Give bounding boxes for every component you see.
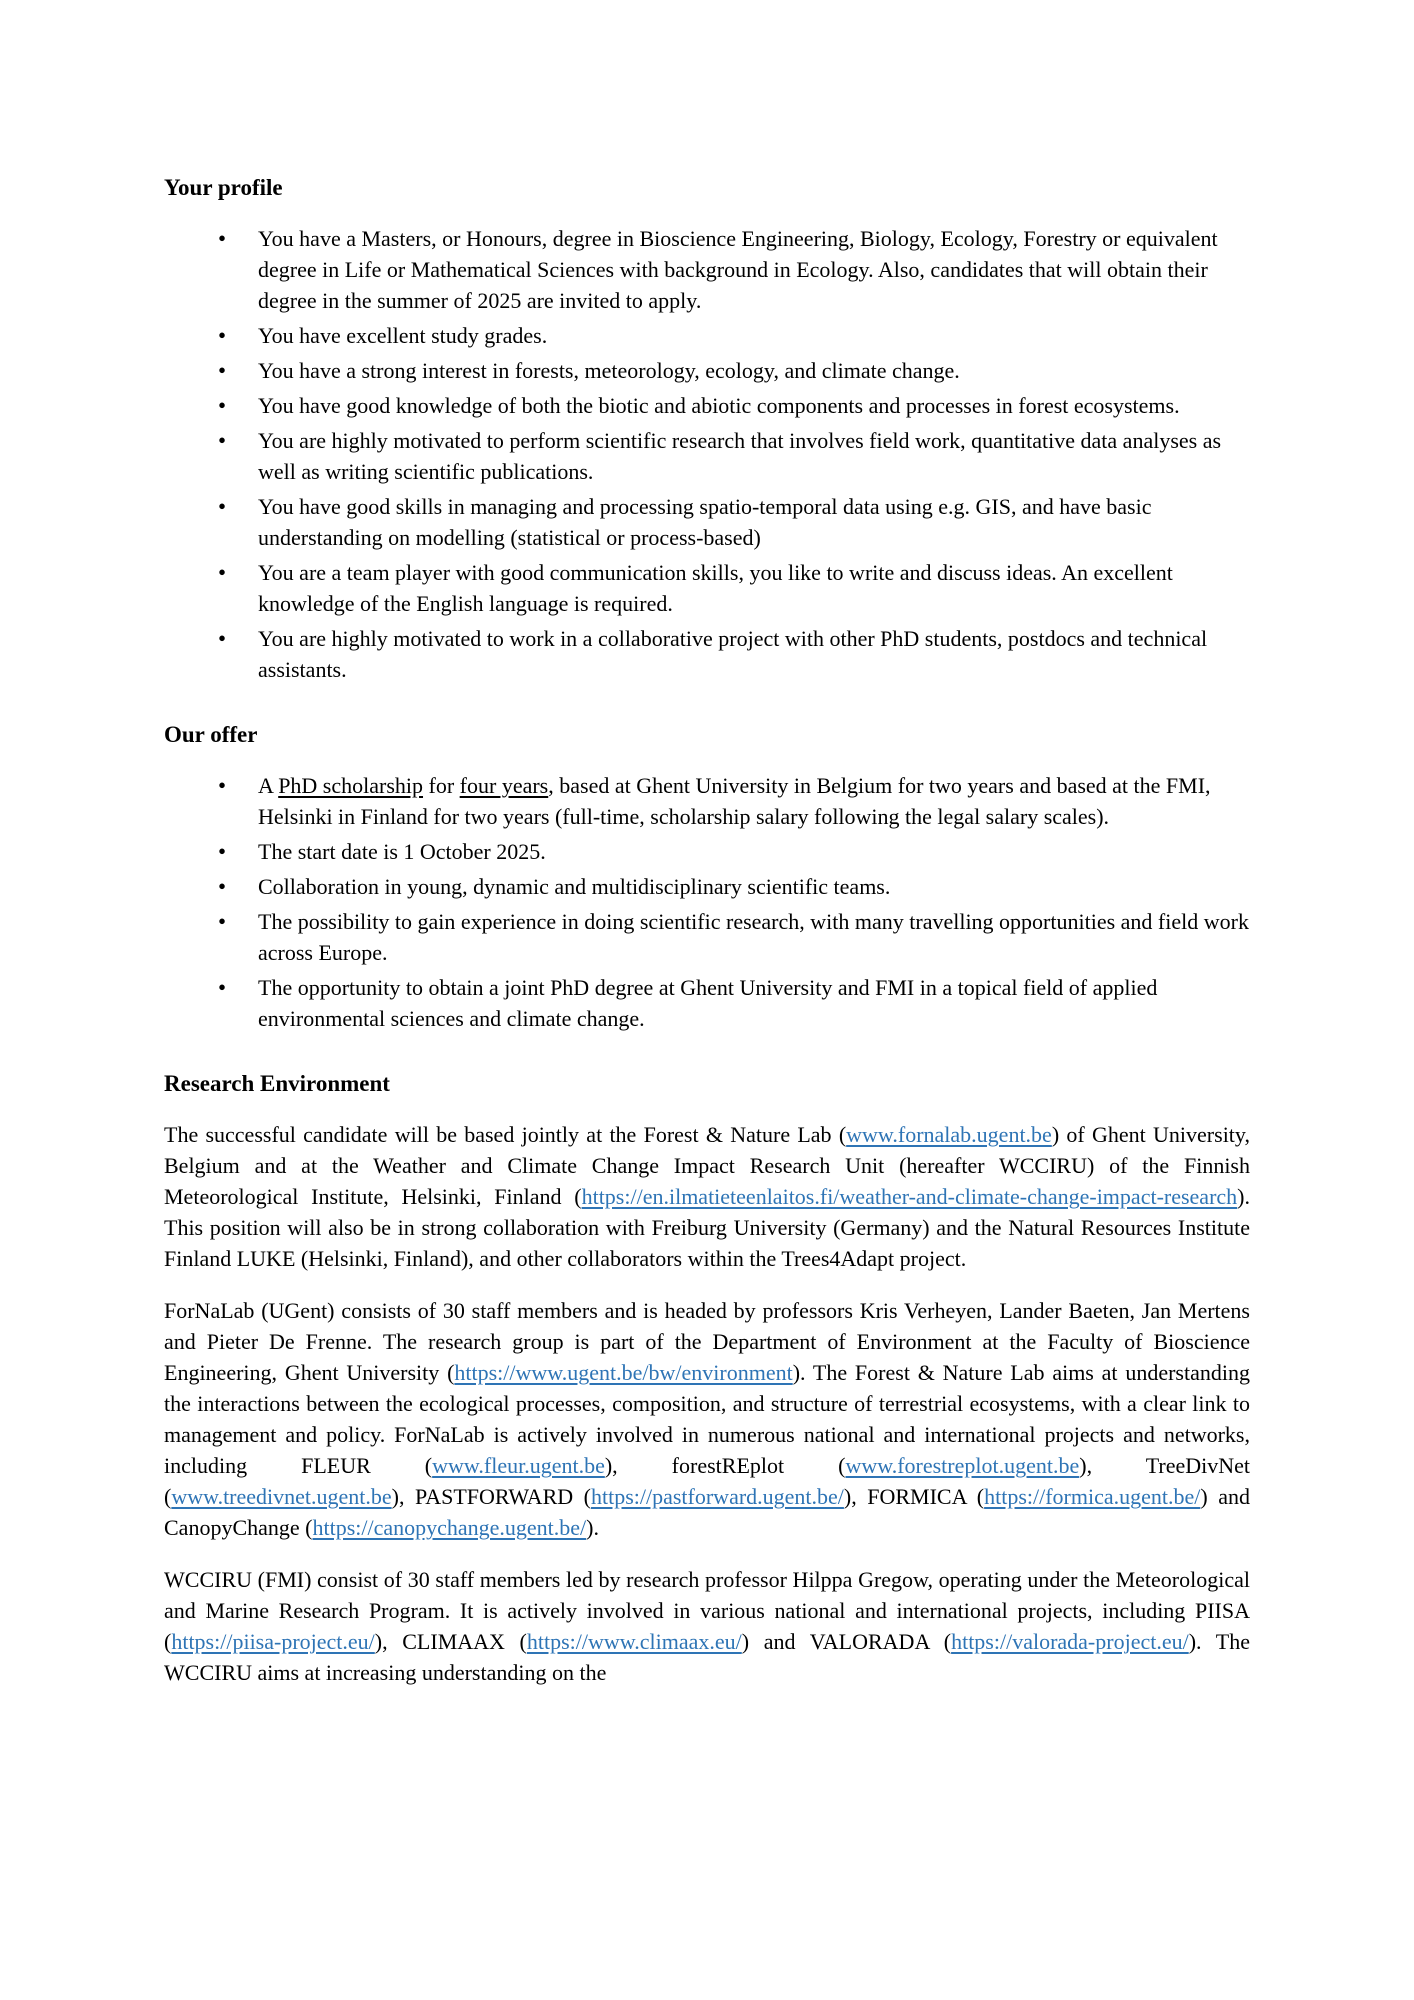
paragraph-research-1 bbox=[164, 1119, 1250, 1274]
offer-item1-pre: A bbox=[258, 773, 279, 798]
list-item bbox=[218, 972, 1250, 1034]
paragraph-text: ). bbox=[586, 1515, 599, 1540]
list-item-text: You have good skills in managing and processing spatio-temporal data using e.g. GIS, and have basic understanding on modelling (statistical or process-based) bbox=[258, 494, 1152, 550]
list-item-text: You have a strong interest in forests, meteorology, ecology, and climate change. bbox=[258, 358, 960, 383]
paragraph-text: ) and VALORADA ( bbox=[741, 1629, 952, 1654]
bullet-icon: • bbox=[218, 358, 227, 383]
paragraph-text: ), forestREplot ( bbox=[604, 1453, 846, 1478]
bullet-icon: • bbox=[218, 626, 227, 651]
link-forestreplot[interactable]: www.forestreplot.ugent.be bbox=[845, 1453, 1080, 1478]
list-item-text: You have a Masters, or Honours, degree in Bioscience Engineering, Biology, Ecology, Forestry or equivalent degree in Life or Mathematical Sciences with background in Ecology. Also, candidates that will obtain their degree in the summer of 2025 are invited to apply. bbox=[258, 226, 1218, 313]
paragraph-text: WCCIRU (FMI) consist of 30 staff members led by research professor Hilppa Gregow, operating under the Meteorological and Marine Research Program. It is actively involved in various national and international projects, including PIISA ( bbox=[164, 1567, 1250, 1654]
link-formica[interactable]: https://formica.ugent.be/ bbox=[984, 1484, 1201, 1509]
list-item bbox=[218, 906, 1250, 968]
heading-your-profile: Your profile bbox=[164, 175, 283, 200]
paragraph-text: ). The WCCIRU aims at increasing understanding on the bbox=[164, 1629, 1250, 1685]
paragraph-text: ), PASTFORWARD ( bbox=[391, 1484, 591, 1509]
link-valorada[interactable]: https://valorada-project.eu/ bbox=[951, 1629, 1189, 1654]
link-treedivnet[interactable]: www.treedivnet.ugent.be bbox=[171, 1484, 392, 1509]
list-item bbox=[218, 425, 1250, 487]
list-item bbox=[218, 770, 1250, 832]
bullet-icon: • bbox=[218, 874, 227, 899]
bullet-icon: • bbox=[218, 393, 227, 418]
list-item-text: You are highly motivated to work in a collaborative project with other PhD students, postdocs and technical assistants. bbox=[258, 626, 1208, 682]
heading-research-environment: Research Environment bbox=[164, 1071, 390, 1096]
profile-list bbox=[164, 223, 1250, 685]
bullet-icon: • bbox=[218, 773, 227, 798]
paragraph-research-2 bbox=[164, 1295, 1250, 1543]
underlined-phd-scholarship: PhD scholarship bbox=[278, 773, 424, 798]
link-ugent-environment[interactable]: https://www.ugent.be/bw/environment bbox=[454, 1360, 793, 1385]
paragraph-text: ForNaLab (UGent) consists of 30 staff members and is headed by professors Kris Verheyen, Lander Baeten, Jan Mertens and Pieter De Frenne. The research group is part of the Department of Environment at the Faculty of Bioscience Engineering, Ghent University ( bbox=[164, 1298, 1250, 1385]
list-item bbox=[218, 223, 1250, 316]
list-item bbox=[218, 355, 1250, 386]
paragraph-text: ), CLIMAAX ( bbox=[374, 1629, 527, 1654]
list-item bbox=[218, 623, 1250, 685]
list-item-text: Collaboration in young, dynamic and multidisciplinary scientific teams. bbox=[258, 874, 891, 899]
link-fornalab[interactable]: www.fornalab.ugent.be bbox=[846, 1122, 1052, 1147]
underlined-four-years: four years bbox=[459, 773, 549, 798]
list-item-text: You have good knowledge of both the biotic and abiotic components and processes in forest ecosystems. bbox=[258, 393, 1180, 418]
paragraph-text: ) of Ghent University, Belgium and at the Weather and Climate Change Impact Research Unit (hereafter WCCIRU) of the Finnish Meteorological Institute, Helsinki, Finland ( bbox=[164, 1122, 1250, 1209]
offer-list bbox=[164, 770, 1250, 1034]
link-ilmatieteenlaitos[interactable]: https://en.ilmatieteenlaitos.fi/weather-and-climate-change-impact-research bbox=[581, 1184, 1238, 1209]
list-item bbox=[218, 390, 1250, 421]
paragraph-text: ) and CanopyChange ( bbox=[164, 1484, 1250, 1540]
list-item-text: You are a team player with good communication skills, you like to write and discuss ideas. An excellent knowledge of the English language is required. bbox=[258, 560, 1173, 616]
bullet-icon: • bbox=[218, 494, 227, 519]
paragraph-text: ), TreeDivNet ( bbox=[164, 1453, 1250, 1509]
list-item bbox=[218, 871, 1250, 902]
list-item bbox=[218, 320, 1250, 351]
list-item-text: The possibility to gain experience in doing scientific research, with many travelling opportunities and field work across Europe. bbox=[258, 909, 1249, 965]
link-climaax[interactable]: https://www.climaax.eu/ bbox=[526, 1629, 742, 1654]
offer-item1-post: , based at Ghent University in Belgium for two years and based at the FMI, Helsinki in Finland for two years (full-time, scholarship salary following the legal salary scales). bbox=[258, 773, 1211, 829]
list-item-text: The opportunity to obtain a joint PhD degree at Ghent University and FMI in a topical field of applied environmental sciences and climate change. bbox=[258, 975, 1158, 1031]
bullet-icon: • bbox=[218, 428, 227, 453]
bullet-icon: • bbox=[218, 975, 227, 1000]
list-item-text: You have excellent study grades. bbox=[258, 323, 548, 348]
bullet-icon: • bbox=[218, 839, 227, 864]
list-item-text: The start date is 1 October 2025. bbox=[258, 839, 546, 864]
paragraph-research-3 bbox=[164, 1564, 1250, 1688]
paragraph-text: ). This position will also be in strong collaboration with Freiburg University (Germany) and the Natural Resources Institute Finland LUKE (Helsinki, Finland), and other collaborators within the Trees4Adapt project. bbox=[164, 1184, 1250, 1271]
offer-item1-mid: for bbox=[423, 773, 460, 798]
paragraph-text: ), FORMICA ( bbox=[843, 1484, 985, 1509]
bullet-icon: • bbox=[218, 323, 227, 348]
bullet-icon: • bbox=[218, 560, 227, 585]
list-item bbox=[218, 557, 1250, 619]
list-item bbox=[218, 491, 1250, 553]
bullet-icon: • bbox=[218, 226, 227, 251]
heading-our-offer: Our offer bbox=[164, 722, 258, 747]
list-item-text: You are highly motivated to perform scientific research that involves field work, quantitative data analyses as well as writing scientific publications. bbox=[258, 428, 1222, 484]
paragraph-text: ). The Forest & Nature Lab aims at understanding the interactions between the ecological processes, composition, and structure of terrestrial ecosystems, with a clear link to management and policy. ForNaLab is actively involved in numerous national and international projects and networks, including FLEUR ( bbox=[164, 1360, 1250, 1478]
bullet-icon: • bbox=[218, 909, 227, 934]
list-item-text bbox=[258, 773, 1211, 829]
link-pastforward[interactable]: https://pastforward.ugent.be/ bbox=[590, 1484, 844, 1509]
link-piisa[interactable]: https://piisa-project.eu/ bbox=[171, 1629, 375, 1654]
link-fleur[interactable]: www.fleur.ugent.be bbox=[432, 1453, 605, 1478]
link-canopychange[interactable]: https://canopychange.ugent.be/ bbox=[312, 1515, 587, 1540]
list-item bbox=[218, 836, 1250, 867]
paragraph-text: The successful candidate will be based jointly at the Forest & Nature Lab ( bbox=[164, 1122, 847, 1147]
